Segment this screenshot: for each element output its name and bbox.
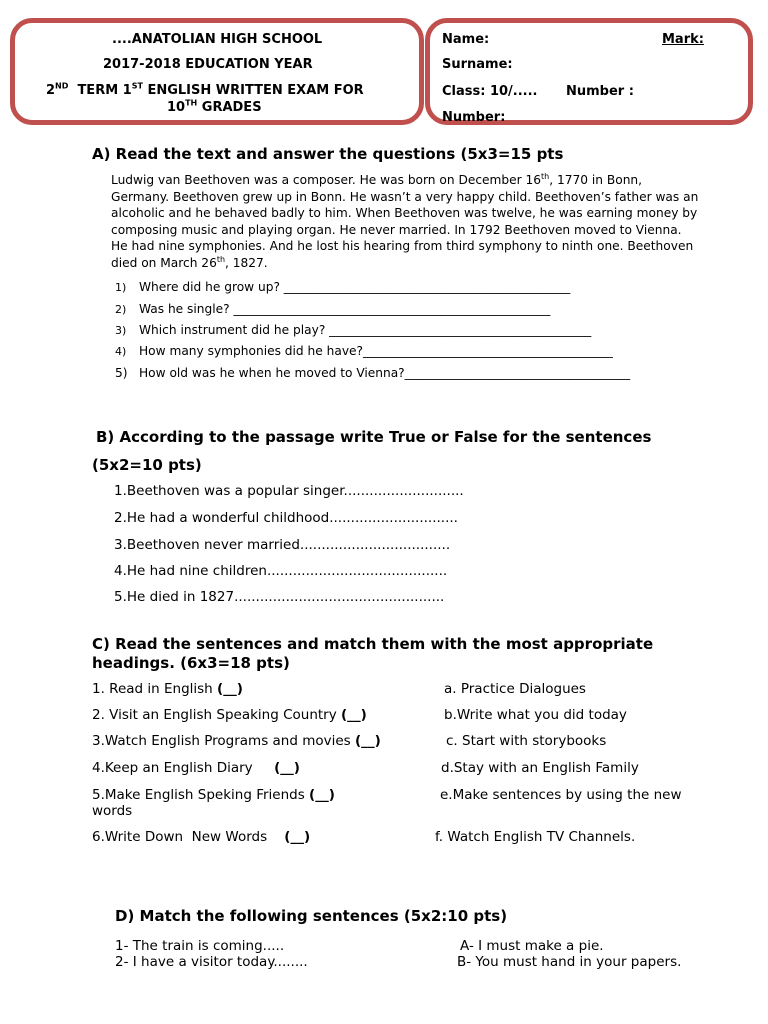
education-year: 2017-2018 EDUCATION YEAR: [103, 57, 313, 72]
match-right-a: a. Practice Dialogues: [444, 681, 586, 697]
number-label: Number :: [566, 84, 634, 99]
question-5[interactable]: 5) How old was he when he moved to Vienna?_____________________________________: [115, 366, 631, 380]
section-b-title: B) According to the passage write True or False for the sentences: [96, 428, 652, 446]
match-right-b: b.Write what you did today: [444, 707, 627, 723]
beethoven-passage: Ludwig van Beethoven was a composer. He was born on December 16th, 1770 in Bonn, Germany. Beethoven grew up in Bonn. He wasn’t a very happy child. Beethoven’s father was an alcoholic and he behaved badly to him. When Beethoven was twelve, he was earning money by composing music and playing organ. He never married. In 1792 Beethoven moved to Vienna. He had nine symphonies. And he lost his hearing from third symphony to ninth one. Beethoven died on March 26th, 1827.: [111, 171, 699, 270]
d-right-a: A- I must make a pie.: [460, 938, 604, 954]
section-b-points: (5x2=10 pts): [92, 456, 202, 474]
match-left-1[interactable]: 1. Read in English (__): [92, 681, 243, 697]
d-left-1[interactable]: 1- The train is coming.....: [115, 938, 285, 954]
d-left-2[interactable]: 2- I have a visitor today........: [115, 954, 308, 970]
match-left-5[interactable]: 5.Make English Speking Friends (__): [92, 787, 335, 803]
tf-item-4[interactable]: 4.He had nine children..........................................: [114, 563, 448, 579]
match-left-4[interactable]: 4.Keep an English Diary (__): [92, 760, 300, 776]
class-label: Class: 10/.....: [442, 84, 538, 99]
question-1[interactable]: 1) Where did he grow up? _______________________________________________: [115, 280, 571, 294]
exam-title-line1: 2ND TERM 1ST ENGLISH WRITTEN EXAM FOR: [46, 81, 364, 98]
tf-item-2[interactable]: 2.He had a wonderful childhood..............................: [114, 510, 458, 526]
exam-title-line2: 10TH GRADES: [167, 98, 262, 115]
school-name: ....ANATOLIAN HIGH SCHOOL: [112, 32, 323, 47]
mark-label: Mark:: [662, 32, 704, 47]
section-a-title: A) Read the text and answer the questions (5x3=15 pts: [92, 145, 564, 163]
question-4[interactable]: 4) How many symphonies did he have?_________________________________________: [115, 344, 613, 358]
tf-item-5[interactable]: 5.He died in 1827.................................................: [114, 589, 445, 605]
section-d-title: D) Match the following sentences (5x2:10 pts): [115, 907, 508, 925]
section-c-title: C) Read the sentences and match them with the most appropriate: [92, 635, 654, 653]
question-3[interactable]: 3) Which instrument did he play? ___________________________________________: [115, 323, 592, 337]
match-right-5-wrap: words: [92, 803, 133, 819]
match-right-e: e.Make sentences by using the new: [440, 787, 682, 803]
tf-item-3[interactable]: 3.Beethoven never married...................................: [114, 537, 451, 553]
surname-label: Surname:: [442, 57, 513, 72]
match-right-d: d.Stay with an English Family: [441, 760, 639, 776]
tf-item-1[interactable]: 1.Beethoven was a popular singer............................: [114, 483, 464, 499]
question-2[interactable]: 2) Was he single? ____________________________________________________: [115, 302, 551, 316]
match-right-c: c. Start with storybooks: [446, 733, 607, 749]
number-label-2: Number:: [442, 110, 506, 125]
d-right-b: B- You must hand in your papers.: [457, 954, 682, 970]
match-right-f: f. Watch English TV Channels.: [435, 829, 636, 845]
match-left-2[interactable]: 2. Visit an English Speaking Country (__): [92, 707, 367, 723]
name-label: Name:: [442, 32, 490, 47]
match-left-3[interactable]: 3.Watch English Programs and movies (__): [92, 733, 381, 749]
match-left-6[interactable]: 6.Write Down New Words (__): [92, 829, 311, 845]
section-c-points: headings. (6x3=18 pts): [92, 654, 290, 672]
